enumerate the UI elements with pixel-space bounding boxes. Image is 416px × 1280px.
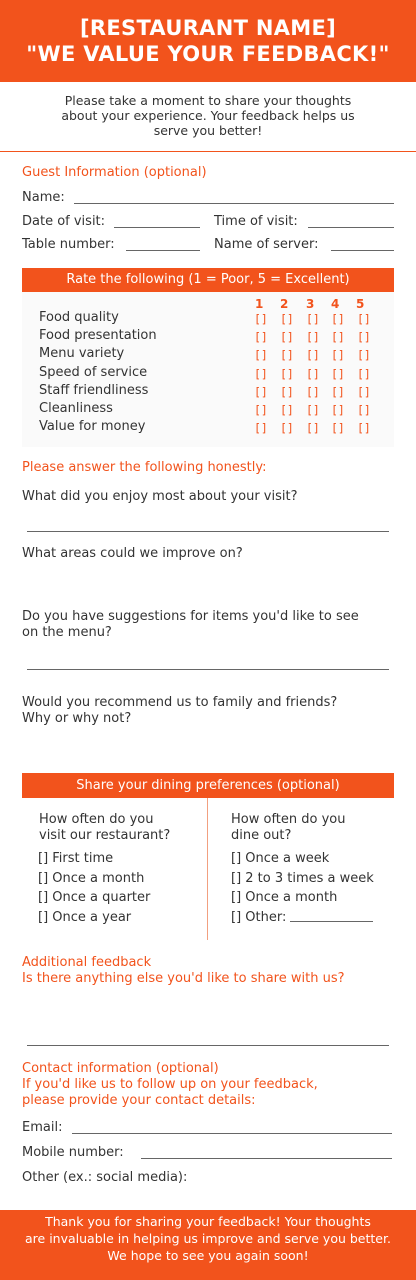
question-enjoy: What did you enjoy most about your visit? bbox=[22, 489, 298, 504]
mobile-label: Mobile number: bbox=[22, 1145, 124, 1160]
option-once-a-month[interactable]: [] Once a month bbox=[38, 870, 145, 886]
column-divider bbox=[207, 798, 208, 940]
rating-checkbox[interactable]: [] bbox=[280, 312, 294, 326]
scale-5: 5 bbox=[356, 297, 365, 311]
rating-checkbox[interactable]: [] bbox=[306, 366, 320, 381]
table-label: Table number: bbox=[22, 237, 115, 252]
question-line: Why or why not? bbox=[22, 711, 132, 726]
rating-checkbox[interactable]: [] bbox=[357, 403, 371, 417]
additional-answer-line[interactable] bbox=[27, 1045, 389, 1046]
rating-checkbox[interactable]: [] bbox=[306, 384, 320, 399]
rating-checkbox[interactable]: [] bbox=[306, 403, 320, 417]
mobile-field[interactable] bbox=[141, 1158, 392, 1159]
question-improve: What areas could we improve on? bbox=[22, 546, 243, 561]
rating-checkbox[interactable]: [] bbox=[280, 330, 294, 345]
rating-item: Food quality bbox=[39, 310, 119, 325]
page-title: "WE VALUE YOUR FEEDBACK!" bbox=[26, 42, 390, 66]
rating-checkbox[interactable]: [] bbox=[254, 312, 268, 326]
header-banner bbox=[0, 0, 416, 82]
rating-checkbox[interactable]: [] bbox=[357, 384, 371, 399]
name-label: Name: bbox=[22, 190, 65, 205]
email-field[interactable] bbox=[72, 1133, 392, 1134]
time-field[interactable] bbox=[308, 227, 394, 228]
rating-checkbox[interactable]: [] bbox=[306, 330, 320, 345]
rating-checkbox[interactable]: [] bbox=[254, 421, 268, 436]
scale-3: 3 bbox=[306, 297, 315, 311]
rating-item: Staff friendliness bbox=[39, 382, 149, 398]
intro-text bbox=[0, 93, 416, 138]
question-line: dine out? bbox=[231, 828, 292, 843]
preferences-bar: Share your dining preferences (optional) bbox=[22, 773, 394, 798]
rating-checkbox[interactable]: [] bbox=[280, 384, 294, 399]
rating-item: Menu variety bbox=[39, 346, 125, 362]
guest-info-heading: Guest Information (optional) bbox=[22, 165, 207, 180]
intro-line: Please take a moment to share your thoughts bbox=[64, 93, 352, 108]
question-suggestions bbox=[22, 609, 359, 641]
rating-bar: Rate the following (1 = Poor, 5 = Excellent) bbox=[22, 268, 394, 292]
rating-checkbox[interactable]: [] bbox=[280, 421, 294, 436]
email-label: Email: bbox=[22, 1120, 63, 1135]
rating-item: Value for money bbox=[39, 419, 146, 435]
question-line: How often do you bbox=[39, 812, 154, 827]
option-first-time[interactable]: [] First time bbox=[38, 851, 114, 866]
footer-banner bbox=[0, 1210, 416, 1280]
question-line: How often do you bbox=[231, 812, 346, 827]
additional-title: Additional feedback bbox=[22, 955, 152, 970]
rating-checkbox[interactable]: [] bbox=[254, 330, 268, 345]
rating-checkbox[interactable]: [] bbox=[331, 403, 345, 417]
rating-checkbox[interactable]: [] bbox=[357, 421, 371, 436]
option-2-to-3-times[interactable]: [] 2 to 3 times a week bbox=[231, 870, 374, 886]
question-line: on the menu? bbox=[22, 625, 112, 640]
visit-frequency-question bbox=[39, 812, 170, 844]
rating-checkbox[interactable]: [] bbox=[306, 348, 320, 363]
rating-checkbox[interactable]: [] bbox=[280, 366, 294, 381]
rating-checkbox[interactable]: [] bbox=[254, 348, 268, 363]
rating-items bbox=[39, 309, 157, 436]
scale-2: 2 bbox=[280, 297, 289, 311]
question-recommend bbox=[22, 695, 337, 727]
rating-item: Cleanliness bbox=[39, 401, 113, 417]
rating-checkbox[interactable]: [] bbox=[357, 312, 371, 326]
dine-out-options bbox=[231, 849, 374, 927]
option-once-a-year[interactable]: [] Once a year bbox=[38, 909, 132, 925]
date-label: Date of visit: bbox=[22, 214, 106, 229]
question-line: Do you have suggestions for items you'd like to see bbox=[22, 609, 359, 624]
table-field[interactable] bbox=[126, 250, 200, 251]
option-other[interactable]: [] Other: bbox=[231, 909, 287, 925]
rating-checkbox[interactable]: [] bbox=[357, 366, 371, 381]
rating-checkbox[interactable]: [] bbox=[254, 403, 268, 417]
restaurant-name: [RESTAURANT NAME] bbox=[80, 16, 336, 40]
rating-checkbox[interactable]: [] bbox=[331, 421, 345, 436]
rating-item: Food presentation bbox=[39, 328, 157, 344]
visit-frequency-options bbox=[38, 849, 150, 927]
answer-enjoy-line[interactable] bbox=[27, 531, 389, 532]
server-field[interactable] bbox=[331, 250, 394, 251]
intro-line: about your experience. Your feedback helps us bbox=[61, 108, 355, 123]
scale-1: 1 bbox=[255, 297, 264, 311]
other-field[interactable] bbox=[290, 921, 373, 922]
rating-checkbox[interactable]: [] bbox=[306, 312, 320, 326]
contact-instructions: please provide your contact details: bbox=[22, 1093, 256, 1108]
date-field[interactable] bbox=[114, 227, 200, 228]
additional-question: Is there anything else you'd like to share with us? bbox=[22, 971, 345, 986]
rating-checkbox[interactable]: [] bbox=[331, 330, 345, 345]
rating-checkbox[interactable]: [] bbox=[331, 366, 345, 381]
contact-instructions: If you'd like us to follow up on your feedback, bbox=[22, 1077, 318, 1092]
rating-checkbox[interactable]: [] bbox=[254, 384, 268, 399]
contact-heading bbox=[22, 1061, 318, 1109]
rating-checkbox-grid bbox=[254, 312, 374, 440]
additional-heading bbox=[22, 955, 345, 987]
question-line: visit our restaurant? bbox=[39, 828, 171, 843]
rating-checkbox[interactable]: [] bbox=[254, 366, 268, 381]
rating-checkbox[interactable]: [] bbox=[357, 330, 371, 345]
footer-line: are invaluable in helping us improve and serve you better. bbox=[25, 1231, 391, 1246]
rating-checkbox[interactable]: [] bbox=[280, 348, 294, 363]
question-line: Would you recommend us to family and friends? bbox=[22, 695, 338, 710]
scale-4: 4 bbox=[331, 297, 340, 311]
rating-item: Speed of service bbox=[39, 364, 148, 380]
footer-line: We hope to see you again soon! bbox=[107, 1248, 309, 1263]
rating-checkbox[interactable]: [] bbox=[331, 384, 345, 399]
name-field[interactable] bbox=[74, 203, 394, 204]
other-contact-label: Other (ex.: social media): bbox=[22, 1170, 188, 1185]
questions-heading: Please answer the following honestly: bbox=[22, 460, 267, 475]
divider bbox=[0, 151, 416, 152]
option-once-a-quarter[interactable]: [] Once a quarter bbox=[38, 890, 151, 905]
footer-line: Thank you for sharing your feedback! Your thoughts bbox=[45, 1214, 371, 1229]
contact-title: Contact information (optional) bbox=[22, 1061, 219, 1076]
time-label: Time of visit: bbox=[214, 214, 298, 229]
rating-checkbox[interactable]: [] bbox=[331, 312, 345, 326]
dine-out-question bbox=[231, 812, 346, 844]
rating-checkbox[interactable]: [] bbox=[280, 403, 294, 417]
option-once-a-month-dine[interactable]: [] Once a month bbox=[231, 890, 338, 905]
rating-checkbox[interactable]: [] bbox=[306, 421, 320, 436]
option-once-a-week[interactable]: [] Once a week bbox=[231, 851, 330, 866]
rating-checkbox[interactable]: [] bbox=[357, 348, 371, 363]
server-label: Name of server: bbox=[214, 237, 319, 252]
answer-suggestions-line[interactable] bbox=[27, 669, 389, 670]
intro-line: serve you better! bbox=[153, 123, 263, 138]
rating-checkbox[interactable]: [] bbox=[331, 348, 345, 363]
